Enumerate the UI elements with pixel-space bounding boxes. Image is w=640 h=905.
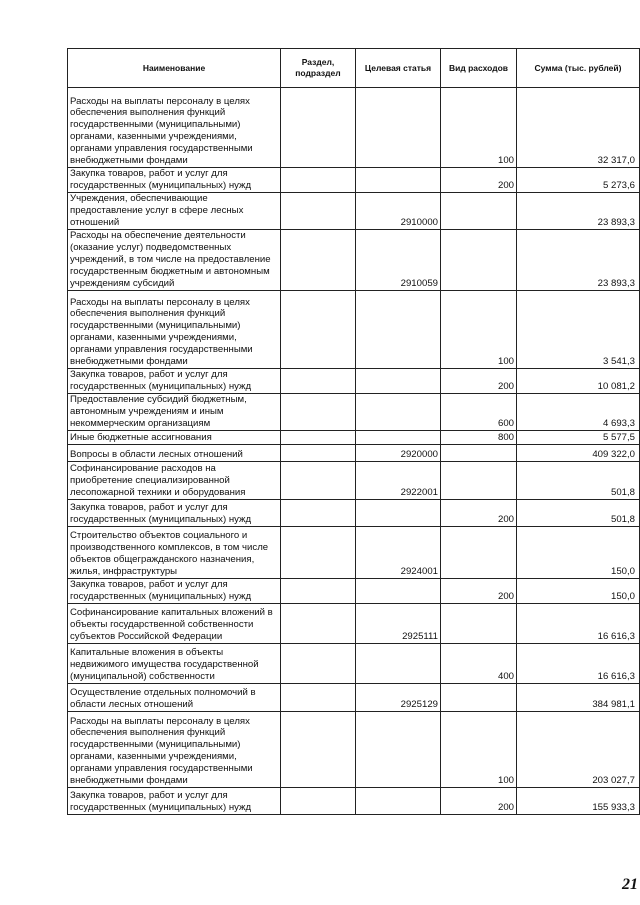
table-row: [68, 445, 640, 462]
row-name-cell: Софинансирование капитальных вложений в объекты государственной собственности субъектов Российской Федерации: [68, 604, 281, 644]
row-sum-cell: 16 616,3: [517, 644, 640, 684]
row-target-cell: [356, 579, 441, 604]
row-target-cell: 2925129: [356, 684, 441, 712]
row-target-cell: 2924001: [356, 527, 441, 579]
row-name-cell: Капитальные вложения в объекты недвижимого имущества государственной (муниципальной) собственности: [68, 644, 281, 684]
row-section-cell: [281, 431, 356, 445]
header-row: [68, 49, 640, 88]
row-target-cell: [356, 168, 441, 193]
row-sum-cell: 501,8: [517, 462, 640, 500]
row-type-cell: [441, 604, 517, 644]
table-row: [68, 644, 640, 684]
row-target-cell: 2925111: [356, 604, 441, 644]
row-section-cell: [281, 88, 356, 168]
col-header-name: Наименование: [68, 49, 281, 88]
row-name-cell: Учреждения, обеспечивающие предоставление услуг в сфере лесных отношений: [68, 193, 281, 230]
row-type-cell: 600: [441, 394, 517, 431]
row-sum-cell: 501,8: [517, 500, 640, 527]
table-row: [68, 500, 640, 527]
table-row: [68, 394, 640, 431]
row-name-cell: Осуществление отдельных полномочий в области лесных отношений: [68, 684, 281, 712]
row-target-cell: [356, 431, 441, 445]
table-row: [68, 788, 640, 815]
row-sum-cell: 3 541,3: [517, 291, 640, 369]
budget-table: [67, 48, 640, 815]
row-target-cell: 2920000: [356, 445, 441, 462]
table-row: [68, 684, 640, 712]
table-row: [68, 462, 640, 500]
row-name-cell: Предоставление субсидий бюджетным, автономным учреждениям и иным некоммерческим организациям: [68, 394, 281, 431]
table-row: [68, 369, 640, 394]
col-header-sum: Сумма (тыс. рублей): [517, 49, 640, 88]
row-sum-cell: 32 317,0: [517, 88, 640, 168]
row-sum-cell: 23 893,3: [517, 230, 640, 291]
row-type-cell: [441, 684, 517, 712]
page-number: 21: [622, 876, 638, 893]
row-type-cell: 100: [441, 712, 517, 788]
row-name-cell: Закупка товаров, работ и услуг для государственных (муниципальных) нужд: [68, 500, 281, 527]
row-section-cell: [281, 579, 356, 604]
row-section-cell: [281, 168, 356, 193]
row-sum-cell: 16 616,3: [517, 604, 640, 644]
row-type-cell: 200: [441, 168, 517, 193]
table-row: [68, 291, 640, 369]
row-type-cell: 400: [441, 644, 517, 684]
table-row: [68, 712, 640, 788]
row-section-cell: [281, 445, 356, 462]
row-target-cell: [356, 291, 441, 369]
table-row: [68, 604, 640, 644]
row-target-cell: 2910000: [356, 193, 441, 230]
table-row: [68, 168, 640, 193]
col-header-type: Вид расходов: [441, 49, 517, 88]
row-name-cell: Расходы на выплаты персоналу в целях обеспечения выполнения функций государственными (муниципальными) органами, казенными учреждениями, органами управления государственными внебюджетными фондами: [68, 88, 281, 168]
row-name-cell: Расходы на выплаты персоналу в целях обеспечения выполнения функций государственными (муниципальными) органами, казенными учреждениями, органами управления государственными внебюджетными фондами: [68, 712, 281, 788]
table-row: [68, 88, 640, 168]
row-target-cell: [356, 788, 441, 815]
row-sum-cell: 150,0: [517, 579, 640, 604]
row-type-cell: [441, 462, 517, 500]
row-target-cell: 2910059: [356, 230, 441, 291]
row-sum-cell: 4 693,3: [517, 394, 640, 431]
table-row: [68, 527, 640, 579]
row-name-cell: Закупка товаров, работ и услуг для государственных (муниципальных) нужд: [68, 579, 281, 604]
table-body: [68, 88, 640, 815]
row-name-cell: Иные бюджетные ассигнования: [68, 431, 281, 445]
col-header-target: Целевая статья: [356, 49, 441, 88]
table-row: [68, 230, 640, 291]
row-type-cell: [441, 230, 517, 291]
row-section-cell: [281, 230, 356, 291]
row-type-cell: 800: [441, 431, 517, 445]
table-row: [68, 193, 640, 230]
row-type-cell: [441, 445, 517, 462]
row-name-cell: Закупка товаров, работ и услуг для государственных (муниципальных) нужд: [68, 788, 281, 815]
row-name-cell: Софинансирование расходов на приобретение специализированной лесопожарной техники и оборудования: [68, 462, 281, 500]
row-target-cell: 2922001: [356, 462, 441, 500]
row-sum-cell: 150,0: [517, 527, 640, 579]
row-sum-cell: 5 577,5: [517, 431, 640, 445]
row-section-cell: [281, 394, 356, 431]
row-target-cell: [356, 500, 441, 527]
row-name-cell: Расходы на выплаты персоналу в целях обеспечения выполнения функций государственными (муниципальными) органами, казенными учреждениями, органами управления государственными внебюджетными фондами: [68, 291, 281, 369]
row-target-cell: [356, 644, 441, 684]
row-type-cell: 200: [441, 369, 517, 394]
row-section-cell: [281, 193, 356, 230]
row-type-cell: 100: [441, 88, 517, 168]
row-name-cell: Закупка товаров, работ и услуг для государственных (муниципальных) нужд: [68, 168, 281, 193]
row-section-cell: [281, 462, 356, 500]
row-target-cell: [356, 712, 441, 788]
table-row: [68, 579, 640, 604]
row-type-cell: 200: [441, 500, 517, 527]
row-section-cell: [281, 500, 356, 527]
row-type-cell: 200: [441, 579, 517, 604]
row-section-cell: [281, 527, 356, 579]
row-sum-cell: 409 322,0: [517, 445, 640, 462]
row-name-cell: Закупка товаров, работ и услуг для государственных (муниципальных) нужд: [68, 369, 281, 394]
row-section-cell: [281, 644, 356, 684]
row-sum-cell: 10 081,2: [517, 369, 640, 394]
row-sum-cell: 23 893,3: [517, 193, 640, 230]
row-type-cell: [441, 193, 517, 230]
row-name-cell: Строительство объектов социального и производственного комплексов, в том числе объектов общегражданского назначения, жилья, инфраструктуры: [68, 527, 281, 579]
row-sum-cell: 384 981,1: [517, 684, 640, 712]
row-section-cell: [281, 604, 356, 644]
row-target-cell: [356, 88, 441, 168]
row-sum-cell: 5 273,6: [517, 168, 640, 193]
row-sum-cell: 203 027,7: [517, 712, 640, 788]
row-type-cell: [441, 527, 517, 579]
row-name-cell: Вопросы в области лесных отношений: [68, 445, 281, 462]
row-target-cell: [356, 369, 441, 394]
row-type-cell: 200: [441, 788, 517, 815]
row-name-cell: Расходы на обеспечение деятельности (оказание услуг) подведомственных учреждений, в том числе на предоставление государственным бюджетным и автономным учреждениям субсидий: [68, 230, 281, 291]
row-target-cell: [356, 394, 441, 431]
row-section-cell: [281, 291, 356, 369]
row-section-cell: [281, 712, 356, 788]
row-section-cell: [281, 788, 356, 815]
row-type-cell: 100: [441, 291, 517, 369]
table-row: [68, 431, 640, 445]
row-sum-cell: 155 933,3: [517, 788, 640, 815]
row-section-cell: [281, 684, 356, 712]
col-header-section: Раздел, подраздел: [281, 49, 356, 88]
row-section-cell: [281, 369, 356, 394]
